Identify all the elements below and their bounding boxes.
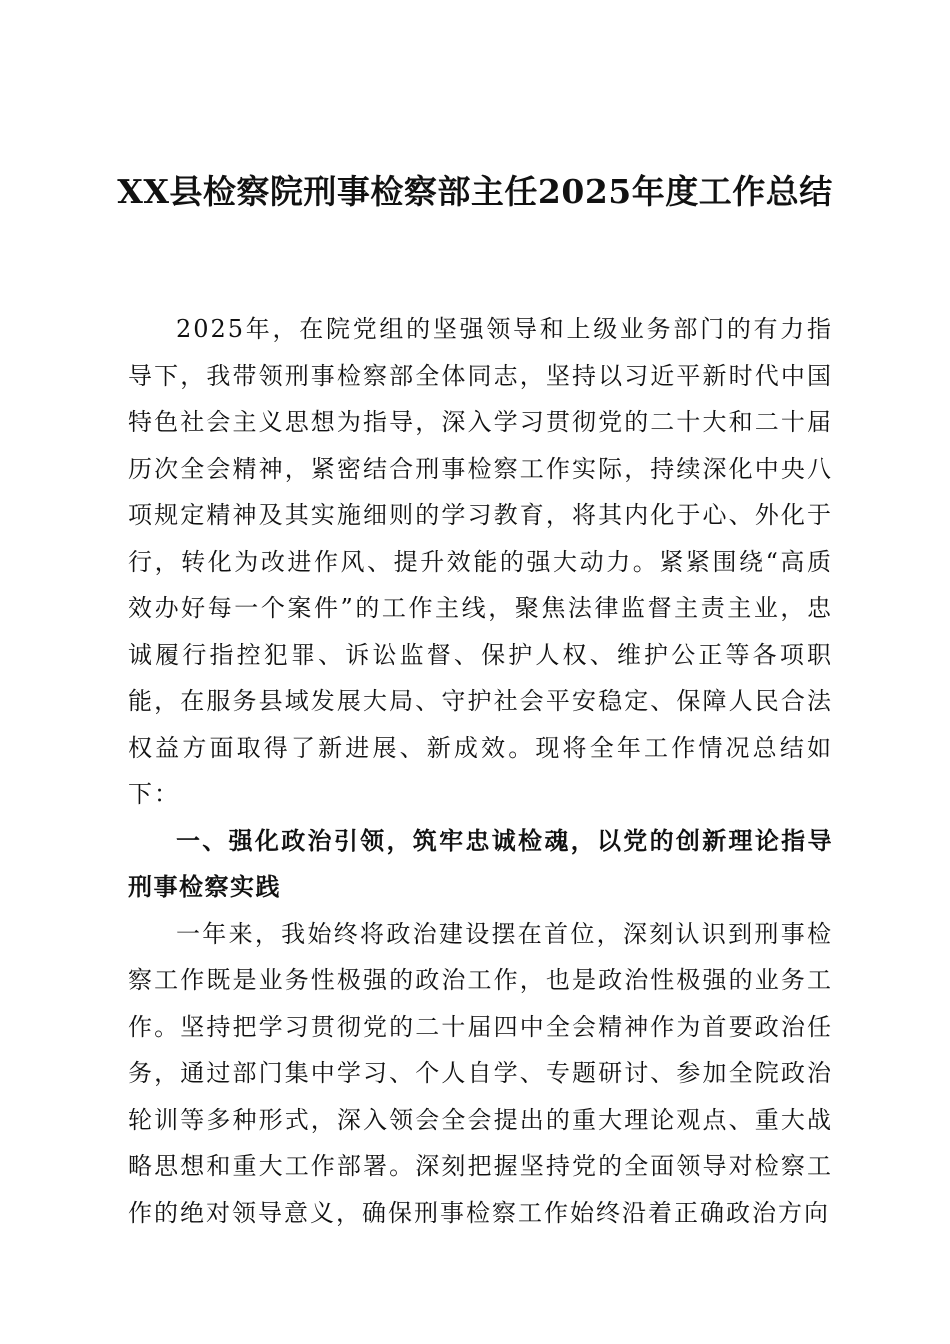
section-heading-1: 一、强化政治引领，筑牢忠诚检魂，以党的创新理论指导刑事检察实践 (128, 826, 833, 901)
section-1-paragraph: 一年来，我始终将政治建设摆在首位，深刻认识到刑事检察工作既是业务性极强的政治工作，也是政治性极强的业务工作。坚持把学习贯彻党的二十届四中全会精神作为首要政治任务，通过部门集中学习、个人自学、专题研讨、参加全院政治轮训等多种形式，深入领会全会提出的重大理论观点、重大战略思想和重大工作部署。深刻把握坚持党的全面领导对检察工作的绝对领导意义，确保刑事检察工作始终沿着正确政治方向 (128, 919, 833, 1227)
intro-paragraph: 2025年，在院党组的坚强领导和上级业务部门的有力指导下，我带领刑事检察部全体同志，坚持以习近平新时代中国特色社会主义思想为指导，深入学习贯彻党的二十大和二十届历次全会精神，紧密结合刑事检察工作实际，持续深化中央八项规定精神及其实施细则的学习教育，将其内化于心、外化于行，转化为改进作风、提升效能的强大动力。紧紧围绕“高质效办好每一个案件”的工作主线，聚焦法律监督主责主业，忠诚履行指控犯罪、诉讼监督、保护人权、维护公正等各项职能，在服务县域发展大局、守护社会平安稳定、保障人民合法权益方面取得了新进展、新成效。现将全年工作情况总结如下： (128, 315, 833, 808)
document-title: XX县检察院刑事检察部主任2025年度工作总结 (117, 172, 833, 211)
document-body (128, 306, 833, 1236)
